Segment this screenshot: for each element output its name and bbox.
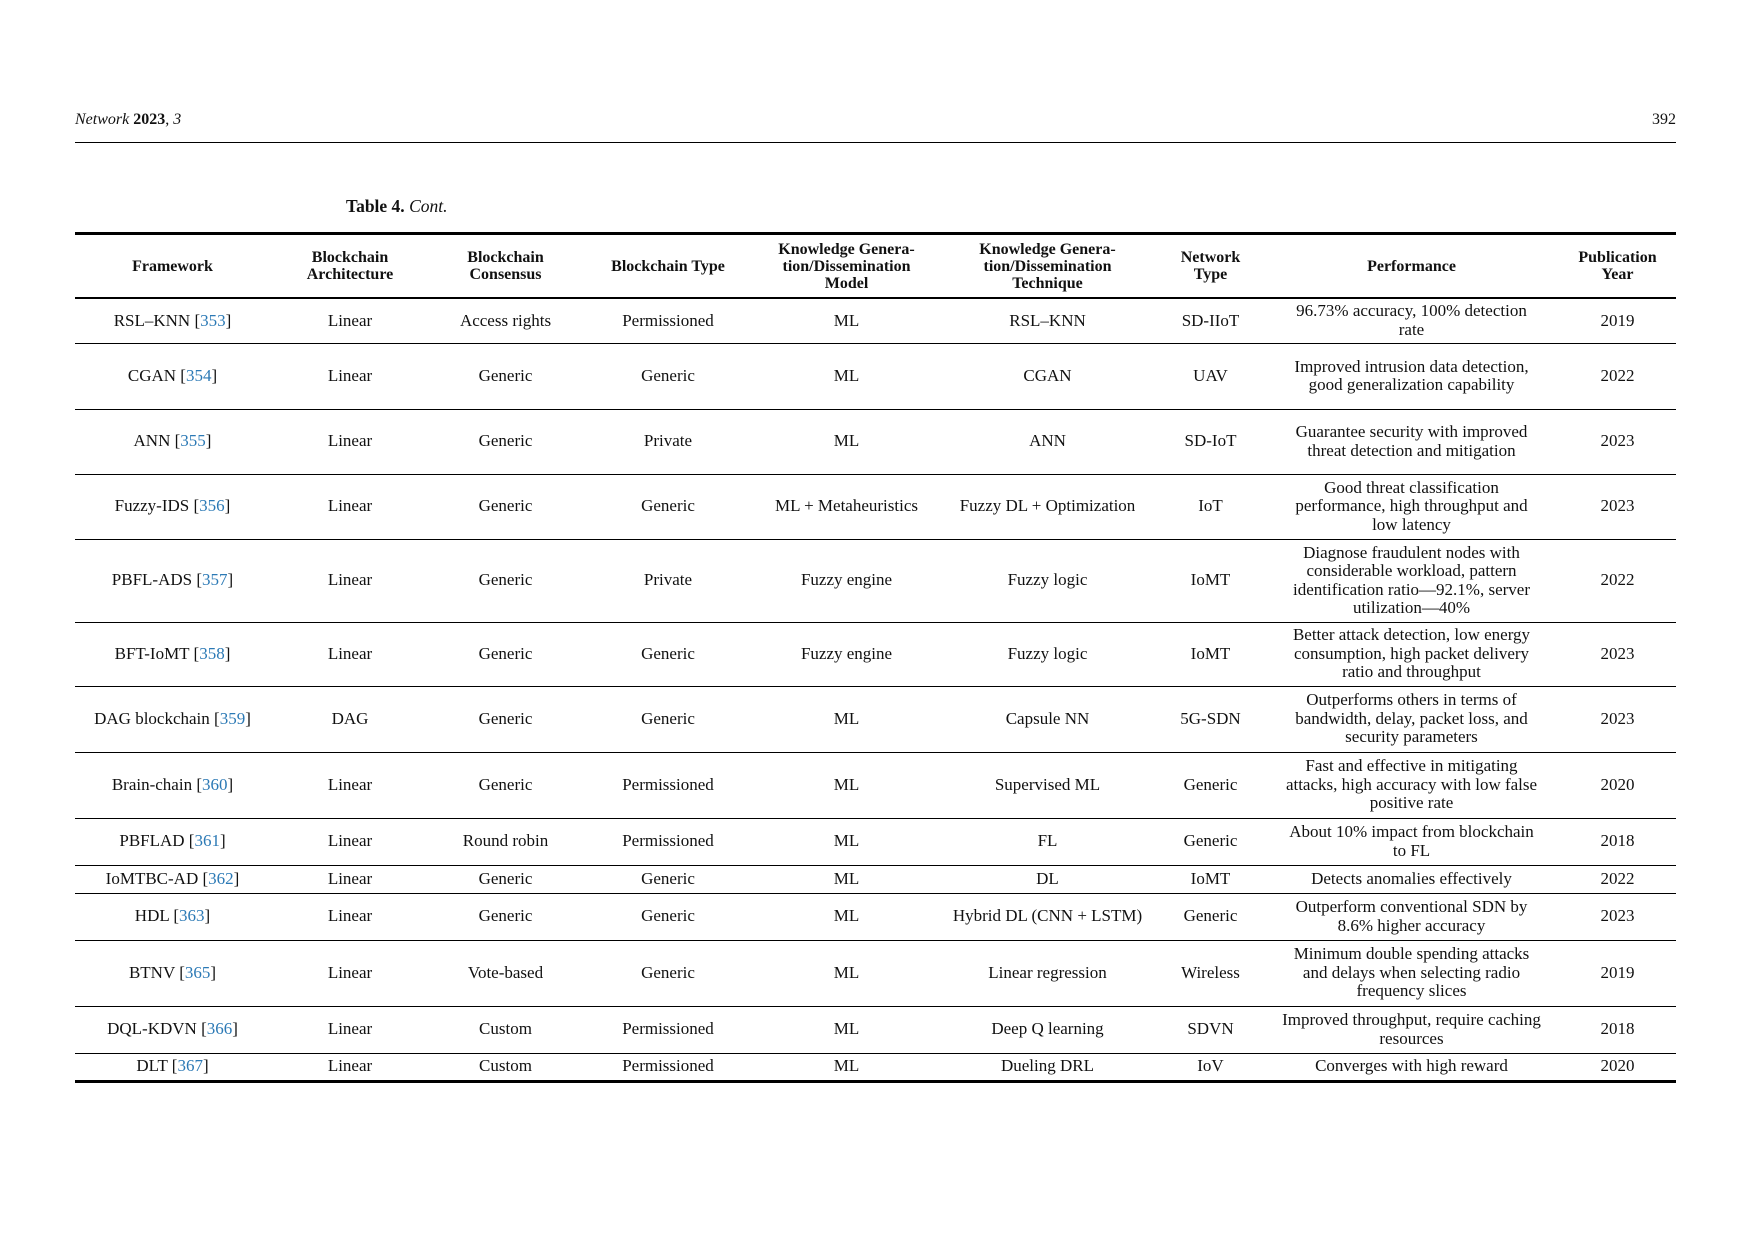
- cell-framework: Brain-chain [360]: [111, 774, 234, 794]
- cell-arch: Linear: [327, 831, 373, 851]
- column-header-model: Knowledge Genera- tion/Dissemination Model: [778, 240, 915, 292]
- cell-arch: Linear: [327, 496, 373, 516]
- cell-type: Permissioned: [622, 310, 714, 330]
- cell-technique: Fuzzy DL + Optimization: [959, 496, 1136, 516]
- cell-type: Permissioned: [622, 1019, 714, 1039]
- table-row: [75, 409, 1676, 474]
- cell-network: IoT: [1198, 496, 1223, 516]
- cell-type: Private: [643, 431, 693, 451]
- cell-framework: RSL–KNN [353]: [113, 310, 232, 330]
- journal-year: 2023: [133, 111, 166, 128]
- cell-performance: Improved intrusion data detection, good generalization capability: [1294, 356, 1529, 394]
- cell-model: ML: [833, 431, 860, 451]
- cell-performance: Fast and effective in mitigating attacks, high accuracy with low false positive rate: [1285, 756, 1538, 813]
- cell-year: 2019: [1600, 962, 1635, 982]
- cell-year: 2018: [1600, 831, 1635, 851]
- cell-framework: ANN [355]: [133, 431, 212, 451]
- citation-link[interactable]: 356: [199, 496, 225, 516]
- cell-technique: Supervised ML: [994, 774, 1101, 794]
- cell-network: SD-IIoT: [1181, 310, 1240, 330]
- cell-technique: FL: [1037, 831, 1058, 851]
- table-header-row: [75, 234, 1676, 299]
- cell-framework: BTNV [365]: [128, 962, 217, 982]
- cell-year: 2020: [1600, 774, 1635, 794]
- table-row: [75, 893, 1676, 940]
- journal-name: Network: [75, 111, 130, 128]
- cell-framework: PBFLAD [361]: [119, 831, 226, 851]
- cell-framework: IoMTBC-AD [362]: [105, 868, 240, 888]
- cell-performance: Good threat classification performance, high throughput and low latency: [1295, 477, 1528, 534]
- cell-network: SDVN: [1187, 1019, 1234, 1039]
- journal-volume: 3: [173, 111, 182, 128]
- cell-framework: PBFL-ADS [357]: [111, 570, 234, 590]
- cell-year: 2023: [1600, 643, 1635, 663]
- cell-performance: Outperforms others in terms of bandwidth, delay, packet loss, and security parameters: [1295, 690, 1528, 747]
- cell-framework: HDL [363]: [134, 906, 211, 926]
- cell-model: ML: [833, 310, 860, 330]
- cell-framework: Fuzzy-IDS [356]: [114, 496, 231, 516]
- column-header-year: Publication Year: [1578, 249, 1657, 283]
- framework-name: PBFLAD: [119, 831, 185, 851]
- cell-arch: Linear: [327, 962, 373, 982]
- cell-type: Generic: [641, 643, 695, 663]
- cell-technique: Deep Q learning: [991, 1019, 1104, 1039]
- cell-performance: Outperform conventional SDN by 8.6% higher accuracy: [1295, 897, 1528, 935]
- cell-consensus: Generic: [478, 906, 533, 926]
- cell-model: ML: [833, 868, 860, 888]
- table-caption: [346, 196, 447, 217]
- cell-network: Wireless: [1181, 962, 1240, 982]
- cell-model: ML: [833, 1019, 860, 1039]
- cell-model: ML: [833, 906, 860, 926]
- table-row: [75, 622, 1676, 686]
- table-row: [75, 1006, 1676, 1053]
- cell-performance: Guarantee security with improved threat detection and mitigation: [1295, 422, 1528, 460]
- cell-consensus: Generic: [478, 496, 533, 516]
- cell-consensus: Generic: [478, 774, 533, 794]
- citation-link[interactable]: 357: [202, 570, 228, 590]
- framework-name: RSL–KNN: [113, 310, 191, 330]
- framework-name: IoMTBC-AD: [105, 868, 199, 888]
- cell-performance: Better attack detection, low energy consumption, high packet delivery ratio and throughput: [1292, 625, 1531, 682]
- cell-arch: DAG: [331, 708, 369, 728]
- column-header-consensus: Blockchain Consensus: [467, 249, 544, 283]
- cell-type: Generic: [641, 365, 695, 385]
- cell-arch: Linear: [327, 310, 373, 330]
- framework-name: DLT: [136, 1056, 168, 1076]
- framework-name: PBFL-ADS: [111, 570, 193, 590]
- cell-year: 2020: [1600, 1056, 1635, 1076]
- table-row: [75, 1053, 1676, 1081]
- cell-technique: CGAN: [1023, 365, 1072, 385]
- table-row: [75, 686, 1676, 752]
- cell-model: ML: [833, 831, 860, 851]
- citation-link[interactable]: 367: [177, 1056, 203, 1076]
- cell-network: Generic: [1183, 906, 1238, 926]
- cell-model: ML: [833, 962, 860, 982]
- cell-model: ML: [833, 1056, 860, 1076]
- cell-model: ML: [833, 708, 860, 728]
- cell-performance: 96.73% accuracy, 100% detection rate: [1296, 301, 1527, 339]
- framework-name: ANN: [133, 431, 171, 451]
- column-header-framework: Framework: [132, 257, 213, 275]
- cell-model: ML: [833, 365, 860, 385]
- citation-link[interactable]: 366: [206, 1019, 233, 1039]
- cell-consensus: Custom: [479, 1019, 532, 1039]
- cell-type: Permissioned: [622, 774, 714, 794]
- cell-performance: Minimum double spending attacks and delays when selecting radio frequency slices: [1293, 944, 1530, 1001]
- framework-name: BTNV: [128, 962, 175, 982]
- column-header-network: Network Type: [1180, 249, 1241, 283]
- cell-framework: DAG blockchain [359]: [94, 708, 251, 728]
- cell-technique: RSL–KNN: [1009, 310, 1086, 330]
- cell-model: Fuzzy engine: [800, 643, 893, 663]
- cell-technique: Hybrid DL (CNN + LSTM): [952, 906, 1143, 926]
- cell-consensus: Access rights: [459, 310, 552, 330]
- cell-technique: Capsule NN: [1005, 708, 1090, 728]
- framework-name: DQL-KDVN: [107, 1019, 197, 1039]
- cell-performance: Detects anomalies effectively: [1311, 868, 1512, 888]
- table-row: [75, 865, 1676, 893]
- cell-consensus: Generic: [478, 365, 533, 385]
- citation-link[interactable]: 360: [202, 774, 228, 794]
- cell-framework: DQL-KDVN [366]: [107, 1019, 238, 1039]
- cell-performance: Improved throughput, require caching resources: [1282, 1010, 1541, 1048]
- citation-link[interactable]: 363: [179, 906, 205, 926]
- cell-network: IoV: [1197, 1056, 1224, 1076]
- cell-year: 2023: [1600, 906, 1635, 926]
- cell-framework: BFT-IoMT [358]: [114, 643, 231, 663]
- cell-type: Generic: [641, 496, 695, 516]
- cell-arch: Linear: [327, 643, 373, 663]
- cell-technique: ANN: [1029, 431, 1066, 451]
- cell-network: Generic: [1183, 831, 1238, 851]
- cell-network: IoMT: [1190, 643, 1231, 663]
- cell-technique: Fuzzy logic: [1007, 570, 1088, 590]
- citation-link[interactable]: 361: [194, 831, 220, 851]
- framework-name: DAG blockchain: [94, 708, 210, 728]
- table-row: [75, 539, 1676, 622]
- cell-year: 2019: [1600, 310, 1635, 330]
- table-row: [75, 474, 1676, 539]
- cell-technique: Linear regression: [988, 962, 1107, 982]
- cell-consensus: Custom: [479, 1056, 532, 1076]
- cell-arch: Linear: [327, 431, 373, 451]
- cell-performance: About 10% impact from blockchain to FL: [1289, 822, 1534, 860]
- comparison-table: [75, 232, 1676, 1083]
- cell-consensus: Generic: [478, 431, 533, 451]
- citation-link[interactable]: 359: [219, 708, 246, 728]
- cell-year: 2022: [1600, 570, 1635, 590]
- cell-year: 2022: [1600, 365, 1635, 385]
- cell-model: ML: [833, 774, 860, 794]
- cell-arch: Linear: [327, 1056, 373, 1076]
- table-row: [75, 940, 1676, 1006]
- citation-link[interactable]: 362: [208, 868, 234, 888]
- cell-type: Permissioned: [622, 1056, 714, 1076]
- cell-performance: Converges with high reward: [1315, 1056, 1508, 1076]
- citation-link[interactable]: 354: [185, 365, 212, 385]
- cell-type: Generic: [641, 868, 695, 888]
- header-rule: [75, 142, 1676, 143]
- cell-year: 2018: [1600, 1019, 1635, 1039]
- cell-network: IoMT: [1190, 868, 1231, 888]
- cell-framework: CGAN [354]: [127, 365, 218, 385]
- citation-link[interactable]: 355: [180, 431, 206, 451]
- framework-name: CGAN: [127, 365, 177, 385]
- caption-text: Cont.: [409, 196, 448, 216]
- cell-network: IoMT: [1190, 570, 1231, 590]
- page-number: 392: [1652, 111, 1676, 128]
- cell-type: Permissioned: [622, 831, 714, 851]
- table-row: [75, 818, 1676, 865]
- cell-consensus: Generic: [478, 708, 533, 728]
- table-row: [75, 343, 1676, 409]
- cell-consensus: Round robin: [462, 831, 549, 851]
- cell-year: 2023: [1600, 708, 1635, 728]
- framework-name: BFT-IoMT: [114, 643, 190, 663]
- cell-technique: Fuzzy logic: [1007, 643, 1088, 663]
- caption-label: Table 4.: [346, 196, 405, 216]
- cell-type: Generic: [641, 962, 695, 982]
- column-header-performance: Performance: [1367, 257, 1456, 275]
- cell-network: UAV: [1193, 365, 1228, 385]
- citation-link[interactable]: 353: [200, 310, 226, 330]
- table-row: [75, 752, 1676, 818]
- citation-link[interactable]: 358: [199, 643, 225, 663]
- framework-name: HDL: [134, 906, 170, 926]
- cell-technique: DL: [1036, 868, 1059, 888]
- cell-year: 2022: [1600, 868, 1635, 888]
- table-row: [75, 298, 1676, 343]
- cell-consensus: Vote-based: [467, 962, 544, 982]
- cell-arch: Linear: [327, 365, 373, 385]
- cell-year: 2023: [1600, 431, 1635, 451]
- framework-name: Brain-chain: [111, 774, 193, 794]
- citation-link[interactable]: 365: [184, 962, 211, 982]
- cell-arch: Linear: [327, 906, 373, 926]
- cell-network: SD-IoT: [1184, 431, 1237, 451]
- column-header-technique: Knowledge Genera- tion/Dissemination Technique: [979, 240, 1116, 292]
- cell-arch: Linear: [327, 868, 373, 888]
- cell-model: ML + Metaheuristics: [774, 496, 919, 516]
- cell-year: 2023: [1600, 496, 1635, 516]
- cell-arch: Linear: [327, 1019, 373, 1039]
- column-header-architecture: Blockchain Architecture: [306, 249, 394, 283]
- cell-consensus: Generic: [478, 570, 533, 590]
- cell-type: Generic: [641, 906, 695, 926]
- framework-name: Fuzzy-IDS: [114, 496, 190, 516]
- cell-consensus: Generic: [478, 868, 533, 888]
- cell-model: Fuzzy engine: [800, 570, 893, 590]
- cell-network: Generic: [1183, 774, 1238, 794]
- cell-performance: Diagnose fraudulent nodes with considerable workload, pattern identification ratio—92.1%, server utilization—40%: [1293, 542, 1530, 617]
- cell-network: 5G-SDN: [1180, 708, 1241, 728]
- cell-type: Private: [643, 570, 693, 590]
- cell-framework: DLT [367]: [136, 1056, 209, 1076]
- cell-arch: Linear: [327, 774, 373, 794]
- cell-consensus: Generic: [478, 643, 533, 663]
- cell-type: Generic: [641, 708, 695, 728]
- column-header-type: Blockchain Type: [611, 257, 725, 275]
- cell-technique: Dueling DRL: [1000, 1056, 1095, 1076]
- cell-arch: Linear: [327, 570, 373, 590]
- running-header: Network 2023, 3: [75, 111, 182, 128]
